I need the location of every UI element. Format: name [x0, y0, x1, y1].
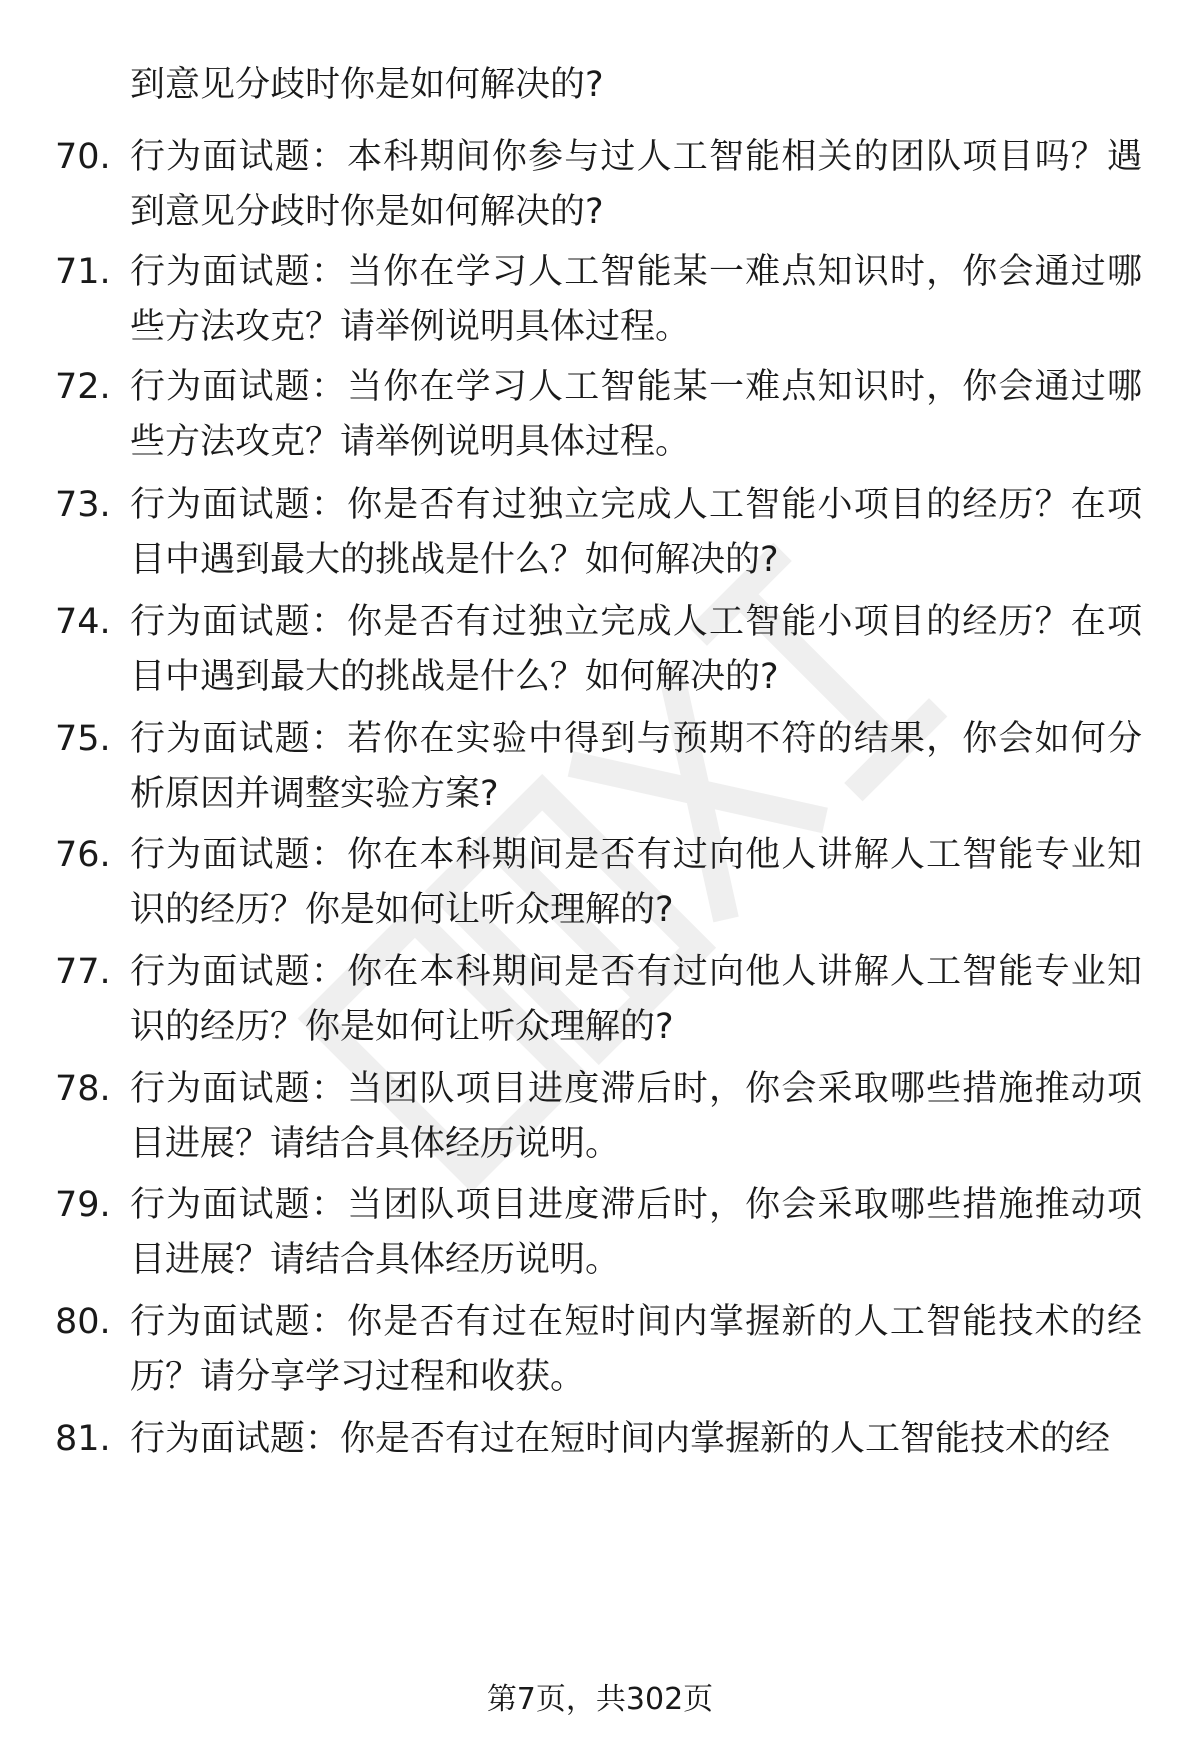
list-item [0, 360, 1200, 470]
list-item [0, 478, 1200, 588]
list-item [0, 245, 1200, 355]
question-number: 70. [55, 137, 111, 177]
question-text: 行为面试题：你是否有过独立完成人工智能小项目的经历？在项目中遇到最大的挑战是什么？如何解决的? [130, 485, 1142, 580]
question-text: 行为面试题：当团队项目进度滞后时，你会采取哪些措施推动项目进展？请结合具体经历说明。 [130, 1069, 1142, 1164]
question-number: 74. [55, 602, 111, 642]
question-text: 行为面试题：若你在实验中得到与预期不符的结果，你会如何分析原因并调整实验方案? [130, 719, 1142, 814]
list-item [0, 828, 1200, 938]
question-number: 81. [55, 1419, 111, 1459]
question-number: 79. [55, 1185, 111, 1225]
continued-question-text: 到意见分歧时你是如何解决的? [130, 65, 604, 105]
question-text: 行为面试题：当你在学习人工智能某一难点知识时，你会通过哪些方法攻克？请举例说明具体过程。 [130, 252, 1142, 347]
question-number: 77. [55, 952, 111, 992]
list-item [0, 1062, 1200, 1172]
question-text: 行为面试题：当团队项目进度滞后时，你会采取哪些措施推动项目进展？请结合具体经历说明。 [130, 1185, 1142, 1280]
question-text: 行为面试题：你是否有过在短时间内掌握新的人工智能技术的经 [130, 1419, 1111, 1459]
page-footer: 第7页，共302页 [486, 1682, 714, 1717]
list-item [0, 945, 1200, 1055]
question-text: 行为面试题：本科期间你参与过人工智能相关的团队项目吗？遇到意见分歧时你是如何解决的? [130, 137, 1142, 232]
list-item [0, 1178, 1200, 1288]
list-item [0, 130, 1200, 240]
question-text: 行为面试题：你在本科期间是否有过向他人讲解人工智能专业知识的经历？你是如何让听众理解的? [130, 835, 1142, 930]
question-text: 行为面试题：你是否有过独立完成人工智能小项目的经历？在项目中遇到最大的挑战是什么？如何解决的? [130, 602, 1142, 697]
question-number: 72. [55, 367, 111, 407]
list-item [0, 1412, 1200, 1522]
question-number: 75. [55, 719, 111, 759]
question-number: 78. [55, 1069, 111, 1109]
question-text: 行为面试题：当你在学习人工智能某一难点知识时，你会通过哪些方法攻克？请举例说明具体过程。 [130, 367, 1142, 462]
question-text: 行为面试题：你是否有过在短时间内掌握新的人工智能技术的经历？请分享学习过程和收获。 [130, 1302, 1142, 1397]
question-number: 71. [55, 252, 111, 292]
list-item [0, 712, 1200, 822]
question-number: 76. [55, 835, 111, 875]
list-item [0, 595, 1200, 705]
question-text: 行为面试题：你在本科期间是否有过向他人讲解人工智能专业知识的经历？你是如何让听众理解的? [130, 952, 1142, 1047]
list-item [0, 1295, 1200, 1405]
question-number: 73. [55, 485, 111, 525]
question-number: 80. [55, 1302, 111, 1342]
